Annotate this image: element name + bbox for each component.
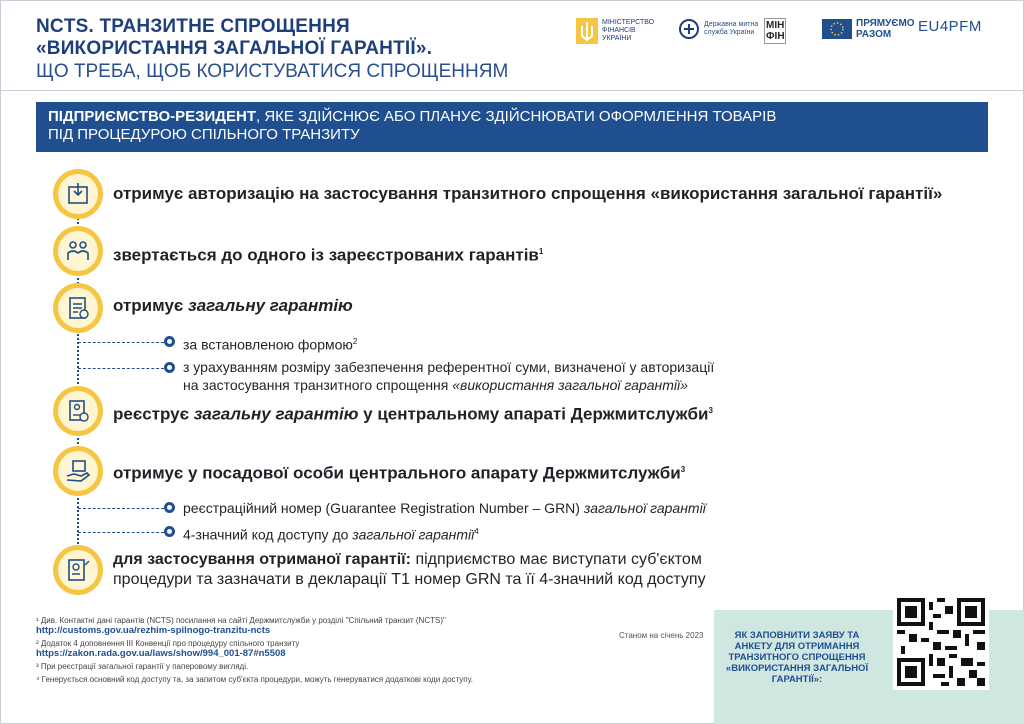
footnote-1-link[interactable]: http://customs.gov.ua/rezhim-spilnogo-tranzitu-ncts	[36, 625, 271, 636]
connector-b3	[78, 508, 164, 509]
step-1-icon-circle	[53, 169, 103, 219]
bullet-marker	[164, 336, 175, 347]
banner-bold: ПІДПРИЄМСТВО-РЕЗИДЕНТ	[48, 108, 256, 125]
connector-b1	[78, 342, 164, 343]
step-4-text: реєструє загальну гарантію у центральному апараті Держмитслужби$^3$	[113, 404, 713, 424]
qr-caption: ЯК ЗАПОВНИТИ ЗАЯВУ ТА АНКЕТУ ДЛЯ ОТРИМАННЯ ТРАНЗИТНОГО СПРОЩЕННЯ «ВИКОРИСТАННЯ ЗАГАЛЬНОЇ ГАРАНТІЇ»:	[725, 630, 869, 685]
bullet-marker	[164, 362, 175, 373]
bullet-2-text: з урахуванням розміру забезпечення референтної суми, визначеної у авторизації на застосування транзитного спрощення «використання загальної гарантії»	[183, 359, 715, 393]
people-icon	[65, 238, 91, 264]
footnote-4: ⁴ Генерується основний код доступу та, за запитом суб'єкта процедури, можуть генеруватися додаткові коди доступу.	[36, 675, 474, 684]
step-3-text: отримує загальну гарантію	[113, 296, 353, 315]
title-line-1: NCTS. ТРАНЗИТНЕ СПРОЩЕННЯ	[36, 16, 350, 37]
step-3-icon-circle	[53, 283, 103, 333]
partner-logos	[576, 18, 996, 58]
footnote-3: ³ При реєстрації загальної гарантії у паперовому вигляді.	[36, 662, 249, 671]
title-subtitle: ЩО ТРЕБА, ЩОБ КОРИСТУВАТИСЯ СПРОЩЕННЯМ	[36, 61, 509, 82]
footnote-2-link[interactable]: https://zakon.rada.gov.ua/laws/show/994_001-87#n5508	[36, 648, 286, 659]
connector-b2	[78, 368, 164, 369]
banner-rest: , ЯКЕ ЗДІЙСНЮЄ АБО ПЛАНУЄ ЗДІЙСНЮВАТИ ОФОРМЛЕННЯ ТОВАРІВ	[256, 108, 777, 125]
step-2-icon-circle	[53, 226, 103, 276]
box-hand-icon	[65, 458, 91, 484]
customs-logo: Державна митна служба України	[678, 18, 764, 40]
step-5-text: отримує у посадової особи центрального апарату Держмитслужби$^3$	[113, 463, 686, 483]
bullet-1-text: за встановленою формою$^2$	[183, 336, 358, 353]
bullet-marker	[164, 502, 175, 513]
document-download-icon	[65, 181, 91, 207]
step-6-icon-circle	[53, 545, 103, 595]
title-line-2: «ВИКОРИСТАННЯ ЗАГАЛЬНОЇ ГАРАНТІЇ».	[36, 38, 433, 59]
id-card-icon	[65, 398, 91, 424]
connector-b4	[78, 532, 164, 533]
date-stamp: Станом на січень 2023	[619, 631, 704, 640]
step-2-text: звертається до одного із зареєстрованих гарантів$^1$	[113, 245, 544, 265]
footnote-2: ² Додаток 4 доповнення III Конвенції про процедуру спільного транзиту	[36, 639, 300, 648]
banner-line-2: ПІД ПРОЦЕДУРОЮ СПІЛЬНОГО ТРАНЗИТУ	[48, 126, 360, 143]
banner	[36, 102, 988, 152]
page-title	[36, 16, 576, 84]
qr-code-icon[interactable]	[893, 594, 989, 690]
certificate-icon	[65, 557, 91, 583]
eu4pfm-logo: EU4PFM	[918, 18, 982, 35]
step-1-text: отримує авторизацію на застосування транзитного спрощення «використання загальної гарантії»	[113, 184, 943, 203]
document-check-icon	[65, 295, 91, 321]
bullet-marker	[164, 526, 175, 537]
step-6-text: для застосування отриманої гарантії: підприємство має виступати суб'єктом процедури та зазначати в декларації Т1 номер GRN та її 4-значний код доступу	[113, 551, 706, 588]
minfin-short-logo: МІН ФІН	[766, 20, 785, 42]
bullet-3-text: реєстраційний номер (Guarantee Registration Number – GRN) загальної гарантії	[183, 500, 706, 516]
header-divider	[0, 90, 1024, 91]
footnote-1: ¹ Див. Контактні дані гарантів (NCTS) посилання на сайті Держмитслужби у розділі "Спільний транзит (NCTS)"	[36, 616, 446, 625]
step-5-icon-circle	[53, 446, 103, 496]
minfin-logo: МІНІСТЕРСТВО ФІНАНСІВ УКРАЇНИ	[576, 18, 662, 44]
footnotes	[36, 616, 646, 685]
step-4-icon-circle	[53, 386, 103, 436]
bullet-4-text: 4-значний код доступу до загальної гарантії$^4$	[183, 526, 479, 543]
razom-logo: ПРЯМУЄМО РАЗОМ	[822, 18, 908, 40]
